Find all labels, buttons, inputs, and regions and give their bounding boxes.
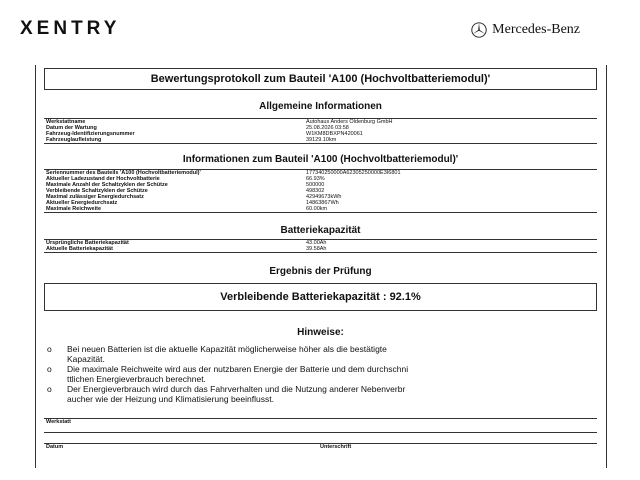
note-text: Die maximale Reichweite wird aus der nutzbaren Energie der Batterie und dem durchschni ttlichen Energieverbrauch berechnet. <box>67 364 409 384</box>
table-row <box>44 206 597 212</box>
row-label: Seriennummer des Bauteils 'A100 (Hochvoltbatteriemodul)' <box>46 170 201 176</box>
row-label: Maximale Anzahl der Schaltzyklen der Schütze <box>46 182 168 188</box>
list-item <box>47 364 592 384</box>
row-value: 60.00km <box>306 206 328 212</box>
component-info-table <box>44 169 597 213</box>
mercedes-star-icon <box>471 22 487 38</box>
xentry-logo: XENTRY <box>20 18 121 39</box>
row-value: 66.93% <box>306 176 325 182</box>
table-row <box>44 246 597 252</box>
row-label: Verbleibende Schaltzyklen der Schütze <box>46 188 148 194</box>
list-item <box>47 344 592 364</box>
row-value: W1KM8DBXPN420061 <box>306 131 363 137</box>
component-info-title: Informationen zum Bauteil 'A100 (Hochvoltbatteriemodul)' <box>182 154 459 165</box>
date-label: Datum <box>46 444 64 450</box>
row-value: 177340250000A62305250000E3I6801 <box>306 170 401 176</box>
row-value: 25.08.2026 03:58 <box>306 125 349 131</box>
result-title: Ergebnis der Prüfung <box>269 266 372 277</box>
row-value: 39.58Ah <box>306 246 327 252</box>
bullet-icon: o <box>47 344 52 354</box>
general-info-title: Allgemeine Informationen <box>259 101 382 112</box>
row-label: Fahrzeug-Identifizierungsnummer <box>46 131 135 137</box>
row-value: 500000 <box>306 182 325 188</box>
bullet-icon: o <box>47 384 52 394</box>
capacity-table <box>44 239 597 253</box>
row-value: 43.00Ah <box>306 240 327 246</box>
row-value: 42949673kWh <box>306 194 342 200</box>
report-title: Bewertungsprotokoll zum Bauteil 'A100 (Hochvoltbatteriemodul)' <box>44 68 597 90</box>
bullet-icon: o <box>47 364 52 374</box>
note-text: Der Energieverbrauch wird durch das Fahrverhalten und die Nutzung anderer Nebenverbr aucher wie der Heizung und Klimatisierung beeinflusst. <box>67 384 406 404</box>
row-label: Aktueller Ladezustand der Hochvoltbatterie <box>46 176 160 182</box>
list-item <box>47 384 592 404</box>
notes-title: Hinweise: <box>297 327 344 338</box>
mercedes-benz-text: Mercedes-Benz <box>492 22 580 37</box>
workshop-field-line <box>44 432 597 433</box>
row-value: 39129.10km <box>306 137 337 143</box>
general-info-table <box>44 118 597 144</box>
remaining-capacity-result: Verbleibende Batteriekapazität : 92.1% <box>44 283 597 311</box>
mercedes-benz-brand <box>471 22 580 38</box>
capacity-title: Batteriekapazität <box>280 225 361 236</box>
row-label: Ursprüngliche Batteriekapazität <box>46 240 129 246</box>
workshop-label: Werkstatt <box>46 419 71 425</box>
row-value: 498302 <box>306 188 325 194</box>
row-label: Fahrzeuglaufleistung <box>46 137 102 143</box>
row-label: Aktueller Energiedurchsatz <box>46 200 118 206</box>
workshop-signature-line <box>44 418 597 419</box>
row-label: Maximal zulässiger Energiedurchsatz <box>46 194 144 200</box>
notes-list <box>47 344 592 404</box>
row-value: Autohaus Anders Oldenburg GmbH <box>306 119 393 125</box>
row-label: Aktuelle Batteriekapazität <box>46 246 113 252</box>
row-label: Werkstattname <box>46 119 86 125</box>
signature-label: Unterschrift <box>320 444 352 450</box>
table-row <box>44 137 597 143</box>
row-label: Datum der Wartung <box>46 125 97 131</box>
note-text: Bei neuen Batterien ist die aktuelle Kapazität möglicherweise höher als die bestätigte Kapazität. <box>67 344 387 364</box>
row-label: Maximale Reichweite <box>46 206 102 212</box>
row-value: 14863867Wh <box>306 200 339 206</box>
